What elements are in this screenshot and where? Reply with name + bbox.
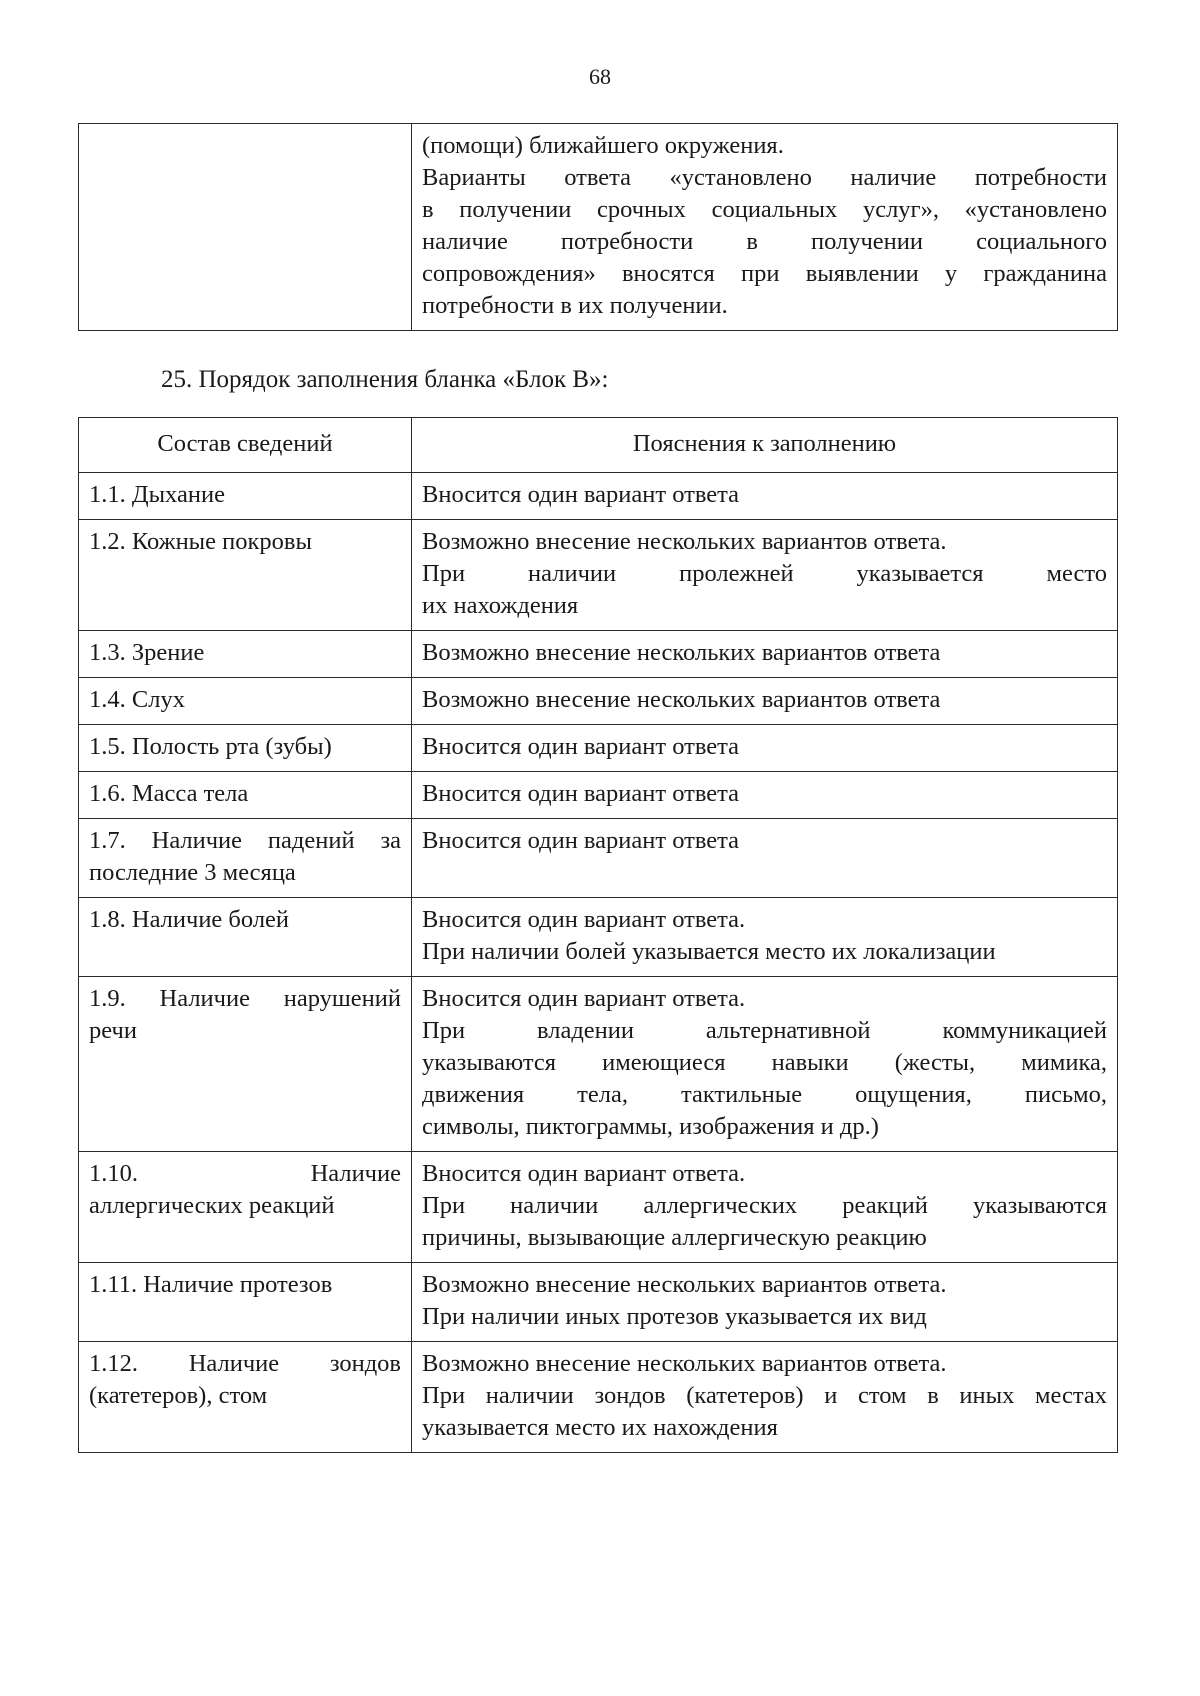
table-header-row bbox=[79, 418, 1118, 473]
table-row bbox=[79, 1152, 1118, 1263]
item-cell bbox=[79, 631, 412, 678]
explanation-cell bbox=[412, 1342, 1118, 1453]
item-cell bbox=[79, 725, 412, 772]
item-line: аллергических реакций bbox=[89, 1192, 335, 1219]
explanation-line: причины, вызывающие аллергическую реакцию bbox=[422, 1224, 927, 1251]
explanation-line: Вносится один вариант ответа bbox=[422, 827, 740, 854]
text-line: сопровождения» вносятся при выявлении у гражданина bbox=[422, 260, 1107, 287]
explanation-line: Вносится один вариант ответа. bbox=[422, 906, 746, 933]
table-row bbox=[79, 520, 1118, 631]
item-line: 1.7. Наличие падений за bbox=[89, 827, 401, 854]
column-header: Пояснения к заполнению bbox=[412, 418, 1118, 473]
table-row bbox=[79, 631, 1118, 678]
table-row bbox=[79, 124, 1118, 331]
table-row bbox=[79, 473, 1118, 520]
explanation-line: Возможно внесение нескольких вариантов ответа bbox=[422, 639, 941, 666]
text-line: Варианты ответа «установлено наличие потребности bbox=[422, 164, 1107, 191]
explanation-line: Вносится один вариант ответа bbox=[422, 733, 740, 760]
explanation-line: Вносится один вариант ответа bbox=[422, 780, 740, 807]
item-line: 1.3. Зрение bbox=[89, 639, 205, 666]
item-line: 1.9. Наличие нарушений bbox=[89, 985, 401, 1012]
item-cell bbox=[79, 1263, 412, 1342]
explanation-line: Возможно внесение нескольких вариантов ответа. bbox=[422, 1350, 947, 1377]
item-cell bbox=[79, 977, 412, 1152]
table-row bbox=[79, 898, 1118, 977]
table-row bbox=[79, 977, 1118, 1152]
explanation-cell bbox=[412, 977, 1118, 1152]
explanation-line: Вносится один вариант ответа. bbox=[422, 985, 746, 1012]
item-cell bbox=[79, 772, 412, 819]
item-line: 1.5. Полость рта (зубы) bbox=[89, 733, 332, 760]
section-heading: 25. Порядок заполнения бланка «Блок В»: bbox=[161, 366, 609, 393]
item-cell bbox=[79, 819, 412, 898]
item-cell bbox=[79, 520, 412, 631]
text-line: в получении срочных социальных услуг», «установлено bbox=[422, 196, 1107, 223]
item-cell bbox=[79, 678, 412, 725]
explanation-line: символы, пиктограммы, изображения и др.) bbox=[422, 1113, 879, 1140]
table-row bbox=[79, 1342, 1118, 1453]
text-line: наличие потребности в получении социального bbox=[422, 228, 1107, 255]
item-line: (катетеров), стом bbox=[89, 1382, 268, 1409]
empty-cell bbox=[79, 124, 412, 331]
item-line: 1.4. Слух bbox=[89, 686, 185, 713]
column-header: Состав сведений bbox=[79, 418, 412, 473]
explanation-cell bbox=[412, 772, 1118, 819]
continuation-cell bbox=[412, 124, 1118, 331]
table-row bbox=[79, 772, 1118, 819]
explanation-cell bbox=[412, 819, 1118, 898]
explanation-cell bbox=[412, 631, 1118, 678]
item-line: 1.12. Наличие зондов bbox=[89, 1350, 401, 1377]
explanation-line: Возможно внесение нескольких вариантов ответа. bbox=[422, 528, 947, 555]
item-cell bbox=[79, 898, 412, 977]
block-b-table bbox=[78, 417, 1118, 1453]
item-line: 1.1. Дыхание bbox=[89, 481, 225, 508]
text-line: (помощи) ближайшего окружения. bbox=[422, 132, 784, 159]
item-cell bbox=[79, 1342, 412, 1453]
table-row bbox=[79, 1263, 1118, 1342]
explanation-cell bbox=[412, 1263, 1118, 1342]
item-line: речи bbox=[89, 1017, 137, 1044]
explanation-line: Вносится один вариант ответа. bbox=[422, 1160, 746, 1187]
explanation-cell bbox=[412, 473, 1118, 520]
table-row bbox=[79, 678, 1118, 725]
explanation-line: При наличии аллергических реакций указываются bbox=[422, 1192, 1107, 1219]
explanation-line: движения тела, тактильные ощущения, письмо, bbox=[422, 1081, 1107, 1108]
explanation-line: указывается место их нахождения bbox=[422, 1414, 778, 1441]
item-cell bbox=[79, 473, 412, 520]
continuation-table bbox=[78, 123, 1118, 331]
item-line: 1.2. Кожные покровы bbox=[89, 528, 312, 555]
table-row bbox=[79, 725, 1118, 772]
explanation-line: Вносится один вариант ответа bbox=[422, 481, 740, 508]
explanation-cell bbox=[412, 1152, 1118, 1263]
item-line: 1.11. Наличие протезов bbox=[89, 1271, 333, 1298]
item-line: 1.10. Наличие bbox=[89, 1160, 401, 1187]
explanation-line: При наличии иных протезов указывается их вид bbox=[422, 1303, 927, 1330]
explanation-line: Возможно внесение нескольких вариантов ответа. bbox=[422, 1271, 947, 1298]
explanation-cell bbox=[412, 520, 1118, 631]
explanation-line: их нахождения bbox=[422, 592, 579, 619]
text-line: потребности в их получении. bbox=[422, 292, 728, 319]
table-row bbox=[79, 819, 1118, 898]
page-number: 68 bbox=[589, 64, 611, 89]
explanation-line: указываются имеющиеся навыки (жесты, мимика, bbox=[422, 1049, 1107, 1076]
explanation-line: При наличии зондов (катетеров) и стом в иных местах bbox=[422, 1382, 1107, 1409]
item-line: 1.8. Наличие болей bbox=[89, 906, 290, 933]
explanation-line: При владении альтернативной коммуникацией bbox=[422, 1017, 1107, 1044]
explanation-line: При наличии болей указывается место их локализации bbox=[422, 938, 996, 965]
explanation-line: При наличии пролежней указывается место bbox=[422, 560, 1107, 587]
item-cell bbox=[79, 1152, 412, 1263]
explanation-cell bbox=[412, 898, 1118, 977]
explanation-cell bbox=[412, 725, 1118, 772]
explanation-line: Возможно внесение нескольких вариантов ответа bbox=[422, 686, 941, 713]
item-line: последние 3 месяца bbox=[89, 859, 296, 886]
explanation-cell bbox=[412, 678, 1118, 725]
item-line: 1.6. Масса тела bbox=[89, 780, 249, 807]
